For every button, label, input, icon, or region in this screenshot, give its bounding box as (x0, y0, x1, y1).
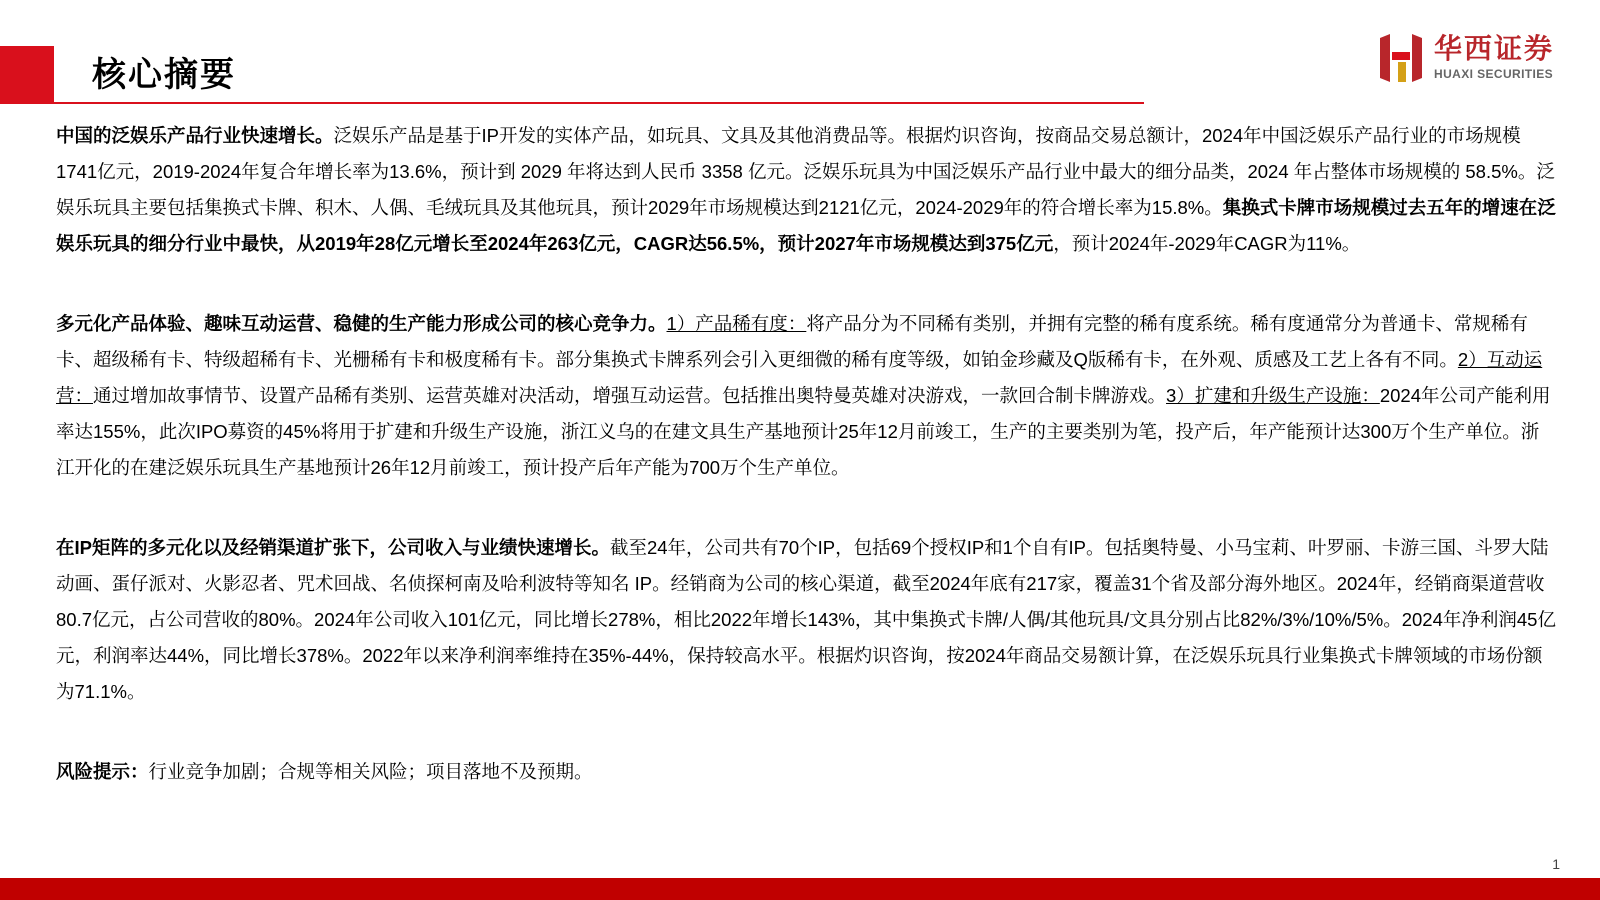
summary-paragraph-market (56, 118, 1556, 262)
paragraph-text: 通过增加故事情节、设置产品稀有类别、运营英雄对决活动，增强互动运营。包括推出奥特曼英雄对决游戏，一款回合制卡牌游戏。 (93, 385, 1167, 406)
paragraph-text: 泛娱乐产品是基于IP开发的实体产品，如玩具、文具及其他消费品等。根据灼识咨询，按商品交易总额计，2024年中国泛娱乐产品行业的市场规模1741亿元，2019-2024年复合年增长率为13.6%，预计到 2029 年将达到人民币 3358 亿元。泛娱乐玩具为中国泛娱乐产品行业中最大的细分品类，2024 年占整体市场规模的 58.5%。泛娱乐玩具主要包括集换式卡牌、积木、人偶、毛绒玩具及其他玩具，预计2029年市场规模达到2121亿元，2024-2029年的符合增长率为15.8%。 (56, 125, 1555, 218)
title-underline-rule (54, 102, 1144, 104)
brand-name-en: HUAXI SECURITIES (1434, 67, 1554, 81)
paragraph-lead: 中国的泛娱乐产品行业快速增长。 (56, 125, 334, 146)
summary-paragraph-growth (56, 530, 1556, 710)
company-logo (1378, 32, 1578, 84)
subheading-rarity: 1）产品稀有度： (666, 313, 807, 334)
paragraph-text: 行业竞争加剧；合规等相关风险；项目落地不及预期。 (148, 761, 593, 782)
page-title: 核心摘要 (92, 56, 236, 94)
paragraph-text: 将产品分为不同稀有类别，并拥有完整的稀有度系统。稀有度通常分为普通卡、常规稀有卡、超级稀有卡、特级超稀有卡、光栅稀有卡和极度稀有卡。部分集换式卡牌系列会引入更细微的稀有度等级，如铂金珍藏及Q版稀有卡，在外观、质感及工艺上各有不同。 (56, 313, 1528, 370)
page-number: 1 (1552, 856, 1560, 872)
subheading-facilities: 3）扩建和升级生产设施： (1166, 385, 1380, 406)
paragraph-text: 截至24年，公司共有70个IP，包括69个授权IP和1个自有IP。包括奥特曼、小马宝莉、叶罗丽、卡游三国、斗罗大陆动画、蛋仔派对、火影忍者、咒术回战、名侦探柯南及哈利波特等知名 IP。经销商为公司的核心渠道，截至2024年底有217家，覆盖31个省及部分海外地区。2024年，经销商渠道营收80.7亿元，占公司营收的80%。2024年公司收入101亿元，同比增长278%，相比2022年增长143%，其中集换式卡牌/人偶/其他玩具/文具分别占比82%/3%/10%/5%。2024年净利润45亿元，利润率达44%，同比增长378%。2022年以来净利润率维持在35%-44%，保持较高水平。根据灼识咨询，按2024年商品交易额计算，在泛娱乐玩具行业集换式卡牌领域的市场份额为71.1%。 (56, 537, 1556, 702)
paragraph-text: ，预计2024年-2029年CAGR为11%。 (1053, 233, 1361, 254)
paragraph-lead: 在IP矩阵的多元化以及经销渠道扩张下，公司收入与业绩快速增长。 (56, 537, 610, 558)
brand-name-cn: 华西证券 (1434, 33, 1555, 64)
summary-paragraph-risk (56, 754, 1556, 790)
footer-bar (0, 878, 1600, 900)
huaxi-logo-icon (1378, 32, 1424, 84)
summary-body (56, 118, 1556, 790)
paragraph-highlight: 集换式卡牌市场规模过去五年的增速在泛娱乐玩具的细分行业中最快，从2019年28亿元增长至2024年263亿元，CAGR达56.5%，预计2027年市场规模达到375亿元 (56, 197, 1556, 254)
subheading-operations: 2）互动运营： (56, 349, 1543, 406)
paragraph-lead: 多元化产品体验、趣味互动运营、稳健的生产能力形成公司的核心竞争力。 (56, 313, 667, 334)
title-accent-block (0, 46, 54, 104)
summary-paragraph-competitiveness (56, 306, 1556, 486)
paragraph-lead: 风险提示： (56, 761, 149, 782)
paragraph-text: 2024年公司产能利用率达155%，此次IPO募资的45%将用于扩建和升级生产设施，浙江义乌的在建文具生产基地预计25年12月前竣工，生产的主要类别为笔，投产后，年产能预计达300万个生产单位。浙江开化的在建泛娱乐玩具生产基地预计26年12月前竣工，预计投产后年产能为700万个生产单位。 (56, 385, 1551, 478)
